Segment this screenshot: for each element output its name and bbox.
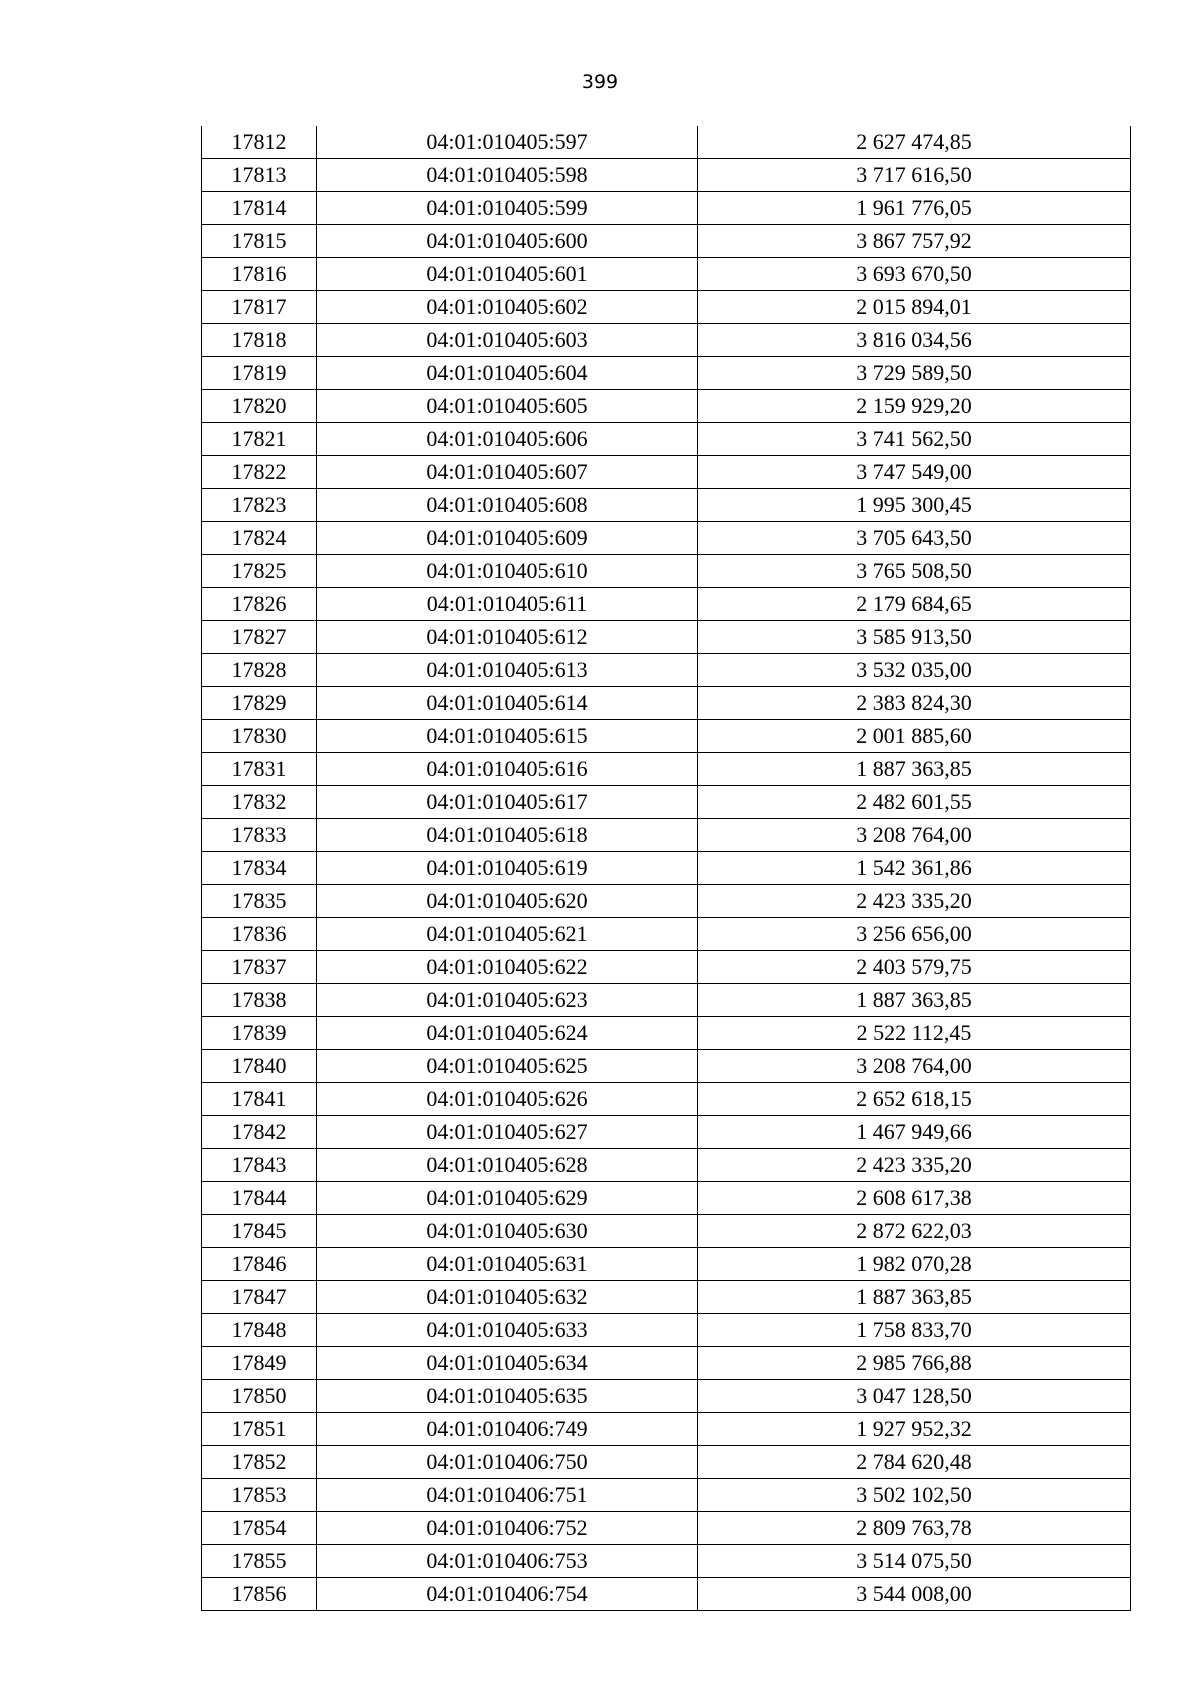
table-row: [202, 1116, 1131, 1149]
row-number-cell: 17854: [202, 1512, 317, 1545]
cadastral-value-cell: 2 809 763,78: [698, 1512, 1131, 1545]
row-number-cell: 17853: [202, 1479, 317, 1512]
cadastral-value-cell: 1 887 363,85: [698, 753, 1131, 786]
table-row: [202, 984, 1131, 1017]
cadastral-number-cell: 04:01:010405:610: [317, 555, 698, 588]
row-number-cell: 17839: [202, 1017, 317, 1050]
row-number-cell: 17814: [202, 192, 317, 225]
table-row: [202, 654, 1131, 687]
table-row: [202, 1347, 1131, 1380]
cadastral-value-cell: 3 747 549,00: [698, 456, 1131, 489]
table-row: [202, 1248, 1131, 1281]
cadastral-number-cell: 04:01:010405:629: [317, 1182, 698, 1215]
cadastral-number-cell: 04:01:010405:619: [317, 852, 698, 885]
cadastral-number-cell: 04:01:010405:627: [317, 1116, 698, 1149]
cadastral-value-cell: 1 927 952,32: [698, 1413, 1131, 1446]
row-number-cell: 17842: [202, 1116, 317, 1149]
cadastral-value-cell: 2 423 335,20: [698, 1149, 1131, 1182]
table-row: [202, 159, 1131, 192]
row-number-cell: 17819: [202, 357, 317, 390]
cadastral-number-cell: 04:01:010405:620: [317, 885, 698, 918]
cadastral-number-cell: 04:01:010405:621: [317, 918, 698, 951]
cadastral-value-cell: 3 867 757,92: [698, 225, 1131, 258]
table-row: [202, 753, 1131, 786]
table-row: [202, 126, 1131, 159]
cadastral-number-cell: 04:01:010405:615: [317, 720, 698, 753]
table-row: [202, 852, 1131, 885]
cadastral-number-cell: 04:01:010405:626: [317, 1083, 698, 1116]
cadastral-number-cell: 04:01:010405:608: [317, 489, 698, 522]
table-row: [202, 951, 1131, 984]
cadastral-number-cell: 04:01:010405:612: [317, 621, 698, 654]
row-number-cell: 17855: [202, 1545, 317, 1578]
row-number-cell: 17824: [202, 522, 317, 555]
cadastral-number-cell: 04:01:010406:754: [317, 1578, 698, 1611]
cadastral-value-cell: 2 872 622,03: [698, 1215, 1131, 1248]
cadastral-value-cell: 1 887 363,85: [698, 984, 1131, 1017]
table-row: [202, 225, 1131, 258]
row-number-cell: 17812: [202, 126, 317, 159]
cadastral-value-cell: 2 423 335,20: [698, 885, 1131, 918]
cadastral-value-cell: 3 765 508,50: [698, 555, 1131, 588]
row-number-cell: 17827: [202, 621, 317, 654]
row-number-cell: 17843: [202, 1149, 317, 1182]
row-number-cell: 17852: [202, 1446, 317, 1479]
table-row: [202, 1479, 1131, 1512]
cadastral-value-cell: 2 001 885,60: [698, 720, 1131, 753]
cadastral-value-cell: 3 741 562,50: [698, 423, 1131, 456]
row-number-cell: 17833: [202, 819, 317, 852]
table-row: [202, 357, 1131, 390]
cadastral-value-cell: 3 532 035,00: [698, 654, 1131, 687]
cadastral-number-cell: 04:01:010405:614: [317, 687, 698, 720]
cadastral-number-cell: 04:01:010406:752: [317, 1512, 698, 1545]
cadastral-number-cell: 04:01:010405:597: [317, 126, 698, 159]
cadastral-value-cell: 1 961 776,05: [698, 192, 1131, 225]
row-number-cell: 17821: [202, 423, 317, 456]
row-number-cell: 17831: [202, 753, 317, 786]
cadastral-value-cell: 1 887 363,85: [698, 1281, 1131, 1314]
cadastral-number-cell: 04:01:010405:611: [317, 588, 698, 621]
cadastral-number-cell: 04:01:010406:753: [317, 1545, 698, 1578]
table-row: [202, 819, 1131, 852]
row-number-cell: 17832: [202, 786, 317, 819]
row-number-cell: 17820: [202, 390, 317, 423]
cadastral-value-cell: 1 995 300,45: [698, 489, 1131, 522]
cadastral-value-cell: 3 544 008,00: [698, 1578, 1131, 1611]
cadastral-number-cell: 04:01:010405:602: [317, 291, 698, 324]
row-number-cell: 17822: [202, 456, 317, 489]
table-row: [202, 885, 1131, 918]
cadastral-value-cell: 2 784 620,48: [698, 1446, 1131, 1479]
cadastral-value-cell: 3 816 034,56: [698, 324, 1131, 357]
cadastral-value-cell: 2 403 579,75: [698, 951, 1131, 984]
row-number-cell: 17835: [202, 885, 317, 918]
table-row: [202, 720, 1131, 753]
cadastral-number-cell: 04:01:010405:616: [317, 753, 698, 786]
row-number-cell: 17813: [202, 159, 317, 192]
table-row: [202, 1083, 1131, 1116]
row-number-cell: 17851: [202, 1413, 317, 1446]
row-number-cell: 17846: [202, 1248, 317, 1281]
table-row: [202, 324, 1131, 357]
cadastral-value-cell: 1 758 833,70: [698, 1314, 1131, 1347]
cadastral-number-cell: 04:01:010405:601: [317, 258, 698, 291]
table-row: [202, 1050, 1131, 1083]
row-number-cell: 17816: [202, 258, 317, 291]
cadastral-value-cell: 3 729 589,50: [698, 357, 1131, 390]
cadastral-value-cell: 3 047 128,50: [698, 1380, 1131, 1413]
cadastral-number-cell: 04:01:010405:634: [317, 1347, 698, 1380]
table-row: [202, 588, 1131, 621]
table-row: [202, 555, 1131, 588]
table-row: [202, 786, 1131, 819]
row-number-cell: 17828: [202, 654, 317, 687]
row-number-cell: 17826: [202, 588, 317, 621]
cadastral-number-cell: 04:01:010405:609: [317, 522, 698, 555]
row-number-cell: 17836: [202, 918, 317, 951]
cadastral-number-cell: 04:01:010405:613: [317, 654, 698, 687]
cadastral-number-cell: 04:01:010405:606: [317, 423, 698, 456]
cadastral-value-cell: 2 608 617,38: [698, 1182, 1131, 1215]
cadastral-value-cell: 2 522 112,45: [698, 1017, 1131, 1050]
table-row: [202, 390, 1131, 423]
cadastral-number-cell: 04:01:010405:623: [317, 984, 698, 1017]
cadastral-number-cell: 04:01:010405:622: [317, 951, 698, 984]
table-row: [202, 1446, 1131, 1479]
cadastral-number-cell: 04:01:010406:750: [317, 1446, 698, 1479]
row-number-cell: 17829: [202, 687, 317, 720]
table-row: [202, 1314, 1131, 1347]
table-row: [202, 489, 1131, 522]
cadastral-value-cell: 2 652 618,15: [698, 1083, 1131, 1116]
cadastral-value-cell: 3 717 616,50: [698, 159, 1131, 192]
table-row: [202, 1578, 1131, 1611]
row-number-cell: 17840: [202, 1050, 317, 1083]
table-row: [202, 1545, 1131, 1578]
cadastral-number-cell: 04:01:010405:633: [317, 1314, 698, 1347]
table-row: [202, 1215, 1131, 1248]
row-number-cell: 17837: [202, 951, 317, 984]
cadastral-value-cell: 3 693 670,50: [698, 258, 1131, 291]
cadastral-value-cell: 1 542 361,86: [698, 852, 1131, 885]
cadastral-number-cell: 04:01:010405:624: [317, 1017, 698, 1050]
cadastral-value-cell: 2 482 601,55: [698, 786, 1131, 819]
cadastral-value-cell: 3 705 643,50: [698, 522, 1131, 555]
cadastral-number-cell: 04:01:010405:617: [317, 786, 698, 819]
cadastral-number-cell: 04:01:010405:632: [317, 1281, 698, 1314]
cadastral-value-cell: 3 585 913,50: [698, 621, 1131, 654]
cadastral-value-cell: 1 982 070,28: [698, 1248, 1131, 1281]
cadastral-number-cell: 04:01:010405:618: [317, 819, 698, 852]
row-number-cell: 17815: [202, 225, 317, 258]
table-row: [202, 621, 1131, 654]
cadastral-number-cell: 04:01:010406:751: [317, 1479, 698, 1512]
row-number-cell: 17848: [202, 1314, 317, 1347]
cadastral-number-cell: 04:01:010405:631: [317, 1248, 698, 1281]
cadastral-number-cell: 04:01:010405:599: [317, 192, 698, 225]
table-row: [202, 522, 1131, 555]
cadastral-value-cell: 3 514 075,50: [698, 1545, 1131, 1578]
table-row: [202, 1380, 1131, 1413]
cadastral-value-cell: 2 179 684,65: [698, 588, 1131, 621]
page-number: 399: [581, 71, 619, 93]
cadastral-value-cell: 3 502 102,50: [698, 1479, 1131, 1512]
table-row: [202, 1512, 1131, 1545]
cadastral-number-cell: 04:01:010405:628: [317, 1149, 698, 1182]
cadastral-value-cell: 2 627 474,85: [698, 126, 1131, 159]
row-number-cell: 17834: [202, 852, 317, 885]
cadastral-value-cell: 3 208 764,00: [698, 1050, 1131, 1083]
table-body: [202, 126, 1131, 1611]
row-number-cell: 17850: [202, 1380, 317, 1413]
table-row: [202, 423, 1131, 456]
row-number-cell: 17849: [202, 1347, 317, 1380]
cadastral-number-cell: 04:01:010405:607: [317, 456, 698, 489]
cadastral-value-cell: 2 159 929,20: [698, 390, 1131, 423]
table-row: [202, 192, 1131, 225]
cadastral-number-cell: 04:01:010405:625: [317, 1050, 698, 1083]
row-number-cell: 17856: [202, 1578, 317, 1611]
cadastral-number-cell: 04:01:010406:749: [317, 1413, 698, 1446]
cadastral-number-cell: 04:01:010405:598: [317, 159, 698, 192]
cadastral-value-cell: 2 985 766,88: [698, 1347, 1131, 1380]
row-number-cell: 17845: [202, 1215, 317, 1248]
table-row: [202, 258, 1131, 291]
cadastral-number-cell: 04:01:010405:604: [317, 357, 698, 390]
table-row: [202, 687, 1131, 720]
cadastral-number-cell: 04:01:010405:605: [317, 390, 698, 423]
row-number-cell: 17841: [202, 1083, 317, 1116]
cadastral-value-table: [201, 126, 1131, 1611]
table-row: [202, 1149, 1131, 1182]
row-number-cell: 17847: [202, 1281, 317, 1314]
row-number-cell: 17823: [202, 489, 317, 522]
cadastral-value-cell: 2 015 894,01: [698, 291, 1131, 324]
cadastral-number-cell: 04:01:010405:635: [317, 1380, 698, 1413]
cadastral-number-cell: 04:01:010405:600: [317, 225, 698, 258]
row-number-cell: 17825: [202, 555, 317, 588]
table-row: [202, 1281, 1131, 1314]
cadastral-number-cell: 04:01:010405:630: [317, 1215, 698, 1248]
cadastral-value-cell: 3 208 764,00: [698, 819, 1131, 852]
cadastral-value-cell: 1 467 949,66: [698, 1116, 1131, 1149]
row-number-cell: 17844: [202, 1182, 317, 1215]
row-number-cell: 17817: [202, 291, 317, 324]
table-row: [202, 291, 1131, 324]
table-row: [202, 1017, 1131, 1050]
cadastral-value-cell: 2 383 824,30: [698, 687, 1131, 720]
cadastral-number-cell: 04:01:010405:603: [317, 324, 698, 357]
table-row: [202, 1413, 1131, 1446]
table-row: [202, 1182, 1131, 1215]
row-number-cell: 17818: [202, 324, 317, 357]
cadastral-value-cell: 3 256 656,00: [698, 918, 1131, 951]
row-number-cell: 17838: [202, 984, 317, 1017]
table-row: [202, 456, 1131, 489]
row-number-cell: 17830: [202, 720, 317, 753]
table-row: [202, 918, 1131, 951]
